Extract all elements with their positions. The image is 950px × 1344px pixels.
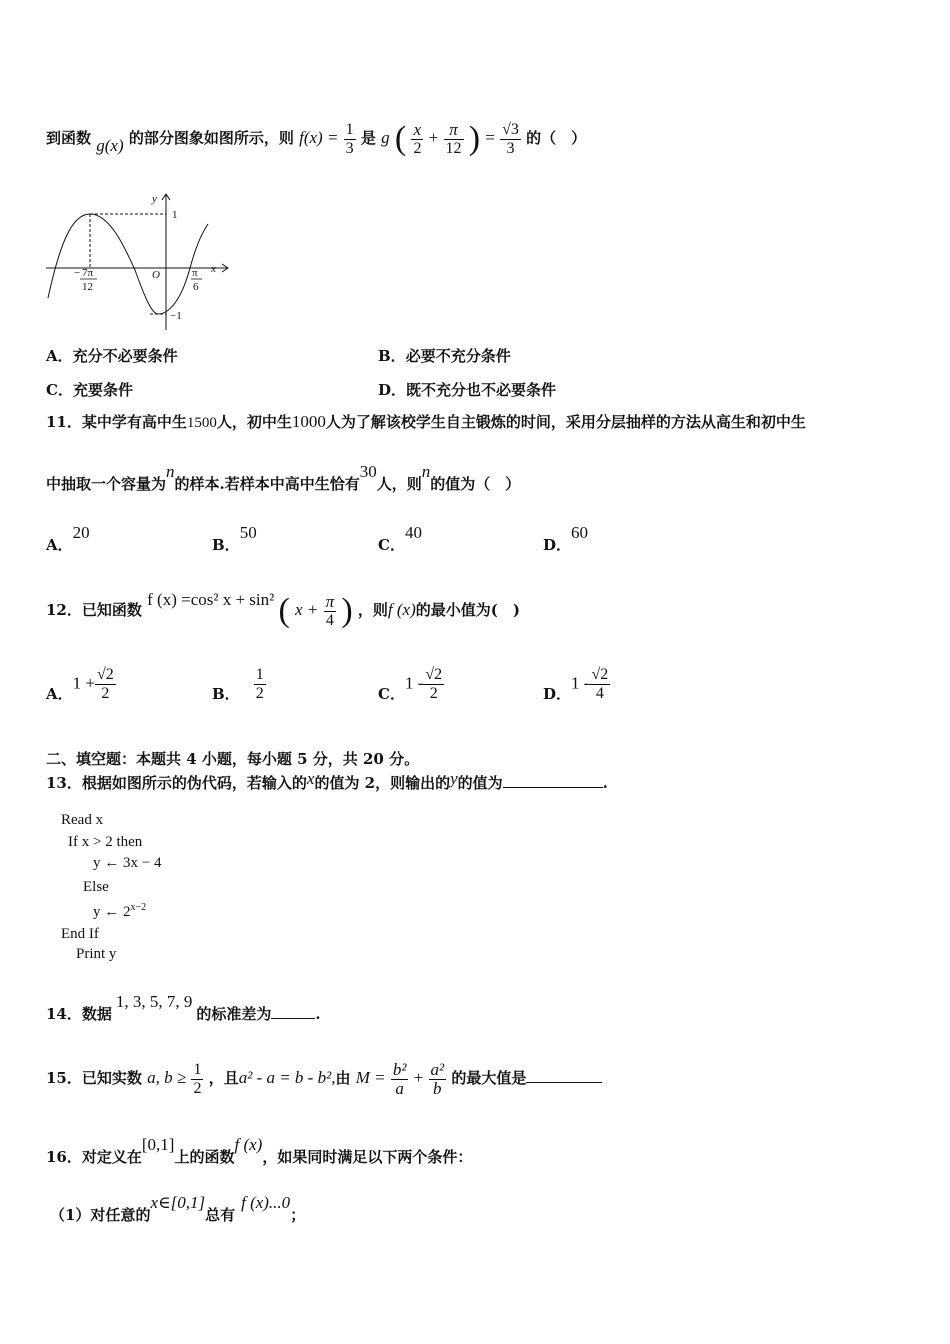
q10-sine-graph	[40, 188, 240, 338]
q10-option-b[interactable]: B．必要不充分条件	[378, 347, 511, 365]
right-num: π	[192, 267, 198, 279]
tick-1: 1	[172, 209, 178, 221]
q12-stem: 12．已知函数 f (x) =cos² x + sin² ( x + $\frac{\pi}{4}$ ) ，则f (x)的最小值为( )	[46, 590, 520, 629]
q11-option-c[interactable]: C．40	[378, 523, 422, 554]
left-den: 12	[82, 281, 93, 293]
section-2-heading: 二、填空题：本题共 4 小题，每小题 5 分，共 20 分。	[46, 750, 420, 768]
q10-option-d[interactable]: D．既不充分也不必要条件	[378, 381, 557, 399]
q10-option-a[interactable]: A．充分不必要条件	[46, 347, 178, 365]
q11-line1: 11．某中学有高中生1500人，初中生1000人为了解该校学生自主锻炼的时间，采用分层抽样的方法从高生和初中生	[46, 412, 806, 431]
q12-option-d[interactable]: D．1 - $\frac{√2}{4}$	[543, 666, 609, 703]
q14-answer-blank[interactable]	[271, 1004, 315, 1019]
q10-option-c[interactable]: C．充要条件	[46, 381, 133, 399]
origin-label: O	[152, 269, 160, 281]
right-den: 6	[193, 281, 199, 293]
q10-stem: 到函数 g(x) 的部分图象如图所示，则 f(x) = $\frac{1}{3}$ 是 g ( $\frac{x}{2}$ + $\frac{\pi}{12}$ ) = $\frac{√3}{3}$ 的（ ）	[46, 119, 587, 157]
q14-stem: 14．数据1, 3, 5, 7, 9的标准差为 .	[46, 992, 321, 1023]
q13-stem: 13．根据如图所示的伪代码，若输入的x的值为 2，则输出的y的值为 .	[46, 769, 608, 792]
q11-option-a[interactable]: A．20	[46, 523, 90, 554]
q16-stem: 16．对定义在[0,1]上的函数f (x)，如果同时满足以下两个条件：	[46, 1135, 473, 1166]
q12-option-b[interactable]: B． $\frac{1}{2}$	[212, 666, 264, 703]
q10-stem-b: 的部分图象如图所示，则	[128, 129, 294, 147]
left-num: 7π	[82, 267, 94, 279]
q12-option-a[interactable]: A．1 + $\frac{√2}{2}$	[46, 666, 114, 703]
q12-pi-over-4: $\frac{\pi}{4}$	[325, 591, 335, 629]
y-label: y	[152, 193, 157, 205]
q11-line2: 中抽取一个容量为n的样本.若样本中高中生恰有30人，则n的值为（ ）	[46, 462, 521, 493]
x-label: x	[211, 263, 216, 275]
q11-option-b[interactable]: B．50	[212, 523, 257, 554]
q13-answer-blank[interactable]	[503, 773, 603, 788]
q10-tail: 的（ ）	[526, 129, 587, 147]
q10-fx: f(x) =	[299, 128, 339, 147]
q16-condition-1: （1）对任意的x∈[0,1]总有f (x)...0；	[50, 1193, 306, 1224]
q10-stem-a: 到函数	[46, 129, 92, 147]
q10-g: g(x)	[96, 136, 124, 155]
q12-option-c[interactable]: C．1 - $\frac{√2}{2}$	[378, 666, 443, 703]
q11-option-d[interactable]: D．60	[543, 523, 589, 554]
left-sign: −	[74, 267, 81, 279]
q15-answer-blank[interactable]	[526, 1068, 602, 1083]
q10-sqrt3-over-3: $\frac{√3}{3}$	[502, 120, 519, 157]
sine-curve	[48, 214, 208, 314]
q15-stem: 15．已知实数 a, b ≥ $\frac{1}{2}$ ，且a² - a = b - b²,由 M = $\frac{\text{b²}}{a}$ + $\frac{\text{a²}}{b}$ 的最大值是	[46, 1056, 602, 1100]
q10-is: 是	[360, 129, 376, 147]
q10-x-over-2: $\frac{x}{2}$	[413, 119, 422, 157]
q10-gpre: g	[381, 128, 390, 147]
q10-one-third: $\frac{1}{3}$	[345, 120, 354, 157]
q10-pi-over-12: $\frac{\pi}{12}$	[445, 119, 462, 157]
tick-minus-1: −1	[170, 310, 182, 322]
